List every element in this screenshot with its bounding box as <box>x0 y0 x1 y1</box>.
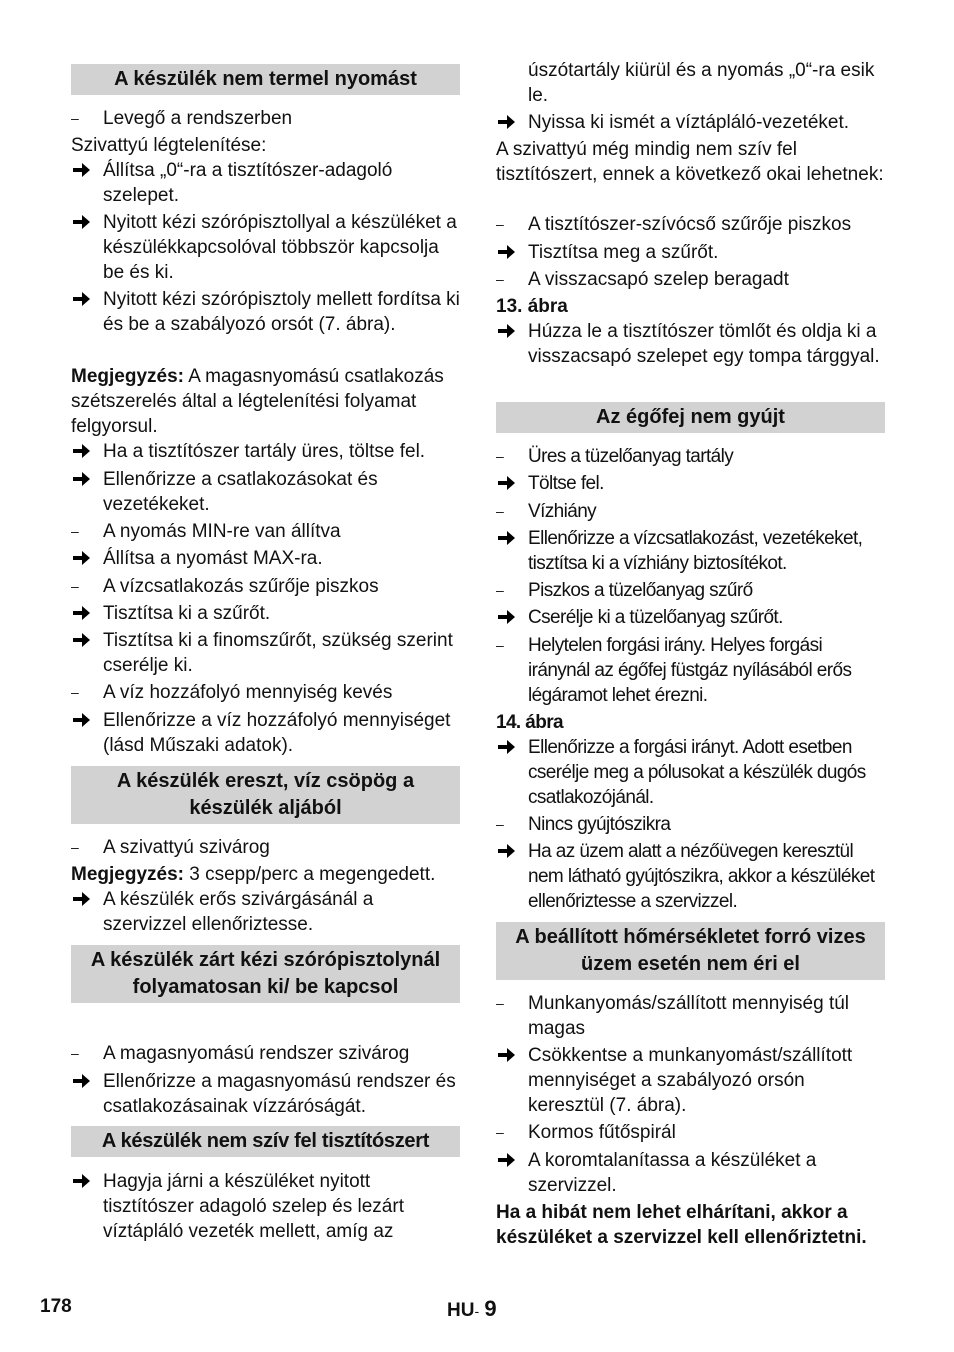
list-item: Nyitott kézi szórópisztoly mellett fordítsa ki és be a szabályozó orsót (7. ábra). <box>71 287 460 337</box>
note-text: 3 csepp/perc a megengedett. <box>189 864 436 885</box>
list-item: Ellenőrizze a csatlakozásokat és vezetékeket. <box>71 467 460 517</box>
list-item: Csökkentse a munkanyomást/szállított mennyiséget a szabályozó orsón keresztül (7. ábra). <box>496 1043 885 1118</box>
section-heading-switching: A készülék zárt kézi szórópisztolynál folyamatosan ki/ be kapcsol <box>71 945 460 1003</box>
arrow-right-icon <box>496 242 516 262</box>
list-item: Ellenőrizze a víz hozzáfolyó mennyiséget (lásd Műszaki adatok). <box>71 708 460 758</box>
arrow-right-icon <box>71 212 91 232</box>
list-item: Ellenőrizze a vízcsatlakozást, vezetékeket, tisztítsa ki a vízhiány biztosítékot. <box>496 526 885 576</box>
dash-icon: – <box>496 995 504 1011</box>
note <box>71 364 460 439</box>
footer-language: HU <box>447 1300 475 1321</box>
list-item: Ellenőrizze a forgási irányt. Adott esetben cserélje meg a pólusokat a készülék dugós csatlakozójánál. <box>496 735 885 810</box>
arrow-right-icon <box>71 1171 91 1191</box>
list-item: – A szivattyú szivárog <box>71 837 270 858</box>
arrow-right-icon <box>71 441 91 461</box>
list-item: Ha a tisztítószer tartály üres, töltse fel. <box>71 439 460 464</box>
dash-icon: – <box>71 523 79 539</box>
paragraph: Szivattyú légtelenítése: <box>71 135 267 156</box>
arrow-right-icon <box>496 112 516 132</box>
list-item: Ellenőrizze a magasnyomású rendszer és csatlakozásainak vízzáróságát. <box>71 1069 460 1119</box>
arrow-right-icon <box>496 607 516 627</box>
footer-dash: - <box>474 1303 480 1319</box>
dash-icon: – <box>496 271 504 287</box>
note <box>71 862 460 887</box>
dash-icon: – <box>496 637 504 653</box>
list-item: Húzza le a tisztítószer tömlőt és oldja ki a visszacsapó szelepet egy tompa tárggyal. <box>496 319 885 369</box>
dash-icon: – <box>71 578 79 594</box>
section-heading-temperature: A beállított hőmérsékletet forró vizes üzem esetén nem éri el <box>496 922 885 980</box>
footer-page-label <box>447 1296 497 1322</box>
arrow-right-icon <box>496 737 516 757</box>
arrow-right-icon <box>71 889 91 909</box>
list-item: Hagyja járni a készüléket nyitott tisztítószer adagoló szelep és lezárt víztápláló vezeték mellett, amíg az <box>71 1169 460 1244</box>
list-item: – Kormos fűtőspirál <box>496 1122 676 1143</box>
arrow-right-icon <box>496 841 516 861</box>
list-item: – A víz hozzáfolyó mennyiség kevés <box>71 682 393 703</box>
list-item: – Vízhiány <box>496 501 597 522</box>
arrow-right-icon <box>71 603 91 623</box>
dash-icon: – <box>71 684 79 700</box>
section-heading-detergent: A készülék nem szív fel tisztítószert <box>71 1126 460 1157</box>
arrow-right-icon <box>496 321 516 341</box>
dash-icon: – <box>71 839 79 855</box>
list-item: – A vízcsatlakozás szűrője piszkos <box>71 576 379 597</box>
paragraph: A szivattyú még mindig nem szív fel tisztítószert, ennek a következő okai lehetnek: <box>496 139 884 185</box>
arrow-right-icon <box>71 710 91 730</box>
arrow-right-icon <box>71 469 91 489</box>
arrow-right-icon <box>496 1045 516 1065</box>
list-item: – Levegő a rendszerben <box>71 108 293 129</box>
closing-note: Ha a hibát nem lehet elhárítani, akkor a készüléket a szervizzel kell ellenőriztetni. <box>496 1202 867 1248</box>
arrow-right-icon <box>496 1150 516 1170</box>
list-item: – Helytelen forgási irány. Helyes forgási iránynál az égőfej füstgáz nyílásából erős légáramot lehet érezni. <box>496 635 852 706</box>
figure-reference: 13. ábra <box>496 296 568 317</box>
list-item-continued: úszótartály kiürül és a nyomás „0“-ra esik le. <box>528 60 875 106</box>
arrow-right-icon <box>71 289 91 309</box>
list-item: – Piszkos a tüzelőanyag szűrő <box>496 580 753 601</box>
dash-icon: – <box>71 110 79 126</box>
list-item: Töltse fel. <box>496 471 885 496</box>
page-number: 178 <box>40 1296 72 1317</box>
dash-icon: – <box>496 1124 504 1140</box>
list-item: Ha az üzem alatt a nézőüvegen keresztül nem látható gyújtószikra, akkor a készüléket ellenőriztesse a szervizzel. <box>496 839 885 914</box>
arrow-right-icon <box>496 528 516 548</box>
list-item: – A nyomás MIN-re van állítva <box>71 521 341 542</box>
dash-icon: – <box>496 448 504 464</box>
dash-icon: – <box>71 1045 79 1061</box>
section-heading-leaking: A készülék ereszt, víz csöpög a készülék aljából <box>71 766 460 824</box>
figure-reference: 14. ábra <box>496 712 564 733</box>
list-item: Állítsa a nyomást MAX-ra. <box>71 546 460 571</box>
dash-icon: – <box>496 816 504 832</box>
list-item: – Nincs gyújtószikra <box>496 814 671 835</box>
list-item: – Munkanyomás/szállított mennyiség túl magas <box>496 993 850 1039</box>
footer-section-page: 9 <box>484 1296 497 1321</box>
list-item: Tisztítsa ki a szűrőt. <box>71 601 460 626</box>
note-text: A magasnyomású csatlakozás szétszerelés által a légtelenítési folyamat felgyorsul. <box>71 366 444 437</box>
arrow-right-icon <box>71 160 91 180</box>
arrow-right-icon <box>71 1071 91 1091</box>
note-label: Megjegyzés: <box>71 864 184 885</box>
arrow-right-icon <box>496 473 516 493</box>
list-item: Nyitott kézi szórópisztollyal a készüléket a készülékkapcsolóval többször kapcsolja be és ki. <box>71 210 460 285</box>
dash-icon: – <box>496 503 504 519</box>
section-heading-no-pressure: A készülék nem termel nyomást <box>71 64 460 95</box>
list-item: Nyissa ki ismét a víztápláló-vezetéket. <box>496 110 885 135</box>
list-item: Állítsa „0“-ra a tisztítószer-adagoló szelepet. <box>71 158 460 208</box>
dash-icon: – <box>496 582 504 598</box>
list-item: Cserélje ki a tüzelőanyag szűrőt. <box>496 605 885 630</box>
list-item: – Üres a tüzelőanyag tartály <box>496 446 734 467</box>
list-item: A koromtalanítassa a készüléket a szervizzel. <box>496 1148 885 1198</box>
list-item: Tisztítsa meg a szűrőt. <box>496 240 885 265</box>
list-item: A készülék erős szivárgásánál a szervizzel ellenőriztesse. <box>71 887 460 937</box>
list-item: – A tisztítószer-szívócső szűrője piszkos <box>496 214 852 235</box>
list-item: Tisztítsa ki a finomszűrőt, szükség szerint cserélje ki. <box>71 628 460 678</box>
dash-icon: – <box>496 216 504 232</box>
list-item: – A magasnyomású rendszer szivárog <box>71 1043 410 1064</box>
arrow-right-icon <box>71 630 91 650</box>
arrow-right-icon <box>71 548 91 568</box>
list-item: – A visszacsapó szelep beragadt <box>496 269 789 290</box>
note-label: Megjegyzés: <box>71 366 184 387</box>
section-heading-burner: Az égőfej nem gyújt <box>496 402 885 433</box>
